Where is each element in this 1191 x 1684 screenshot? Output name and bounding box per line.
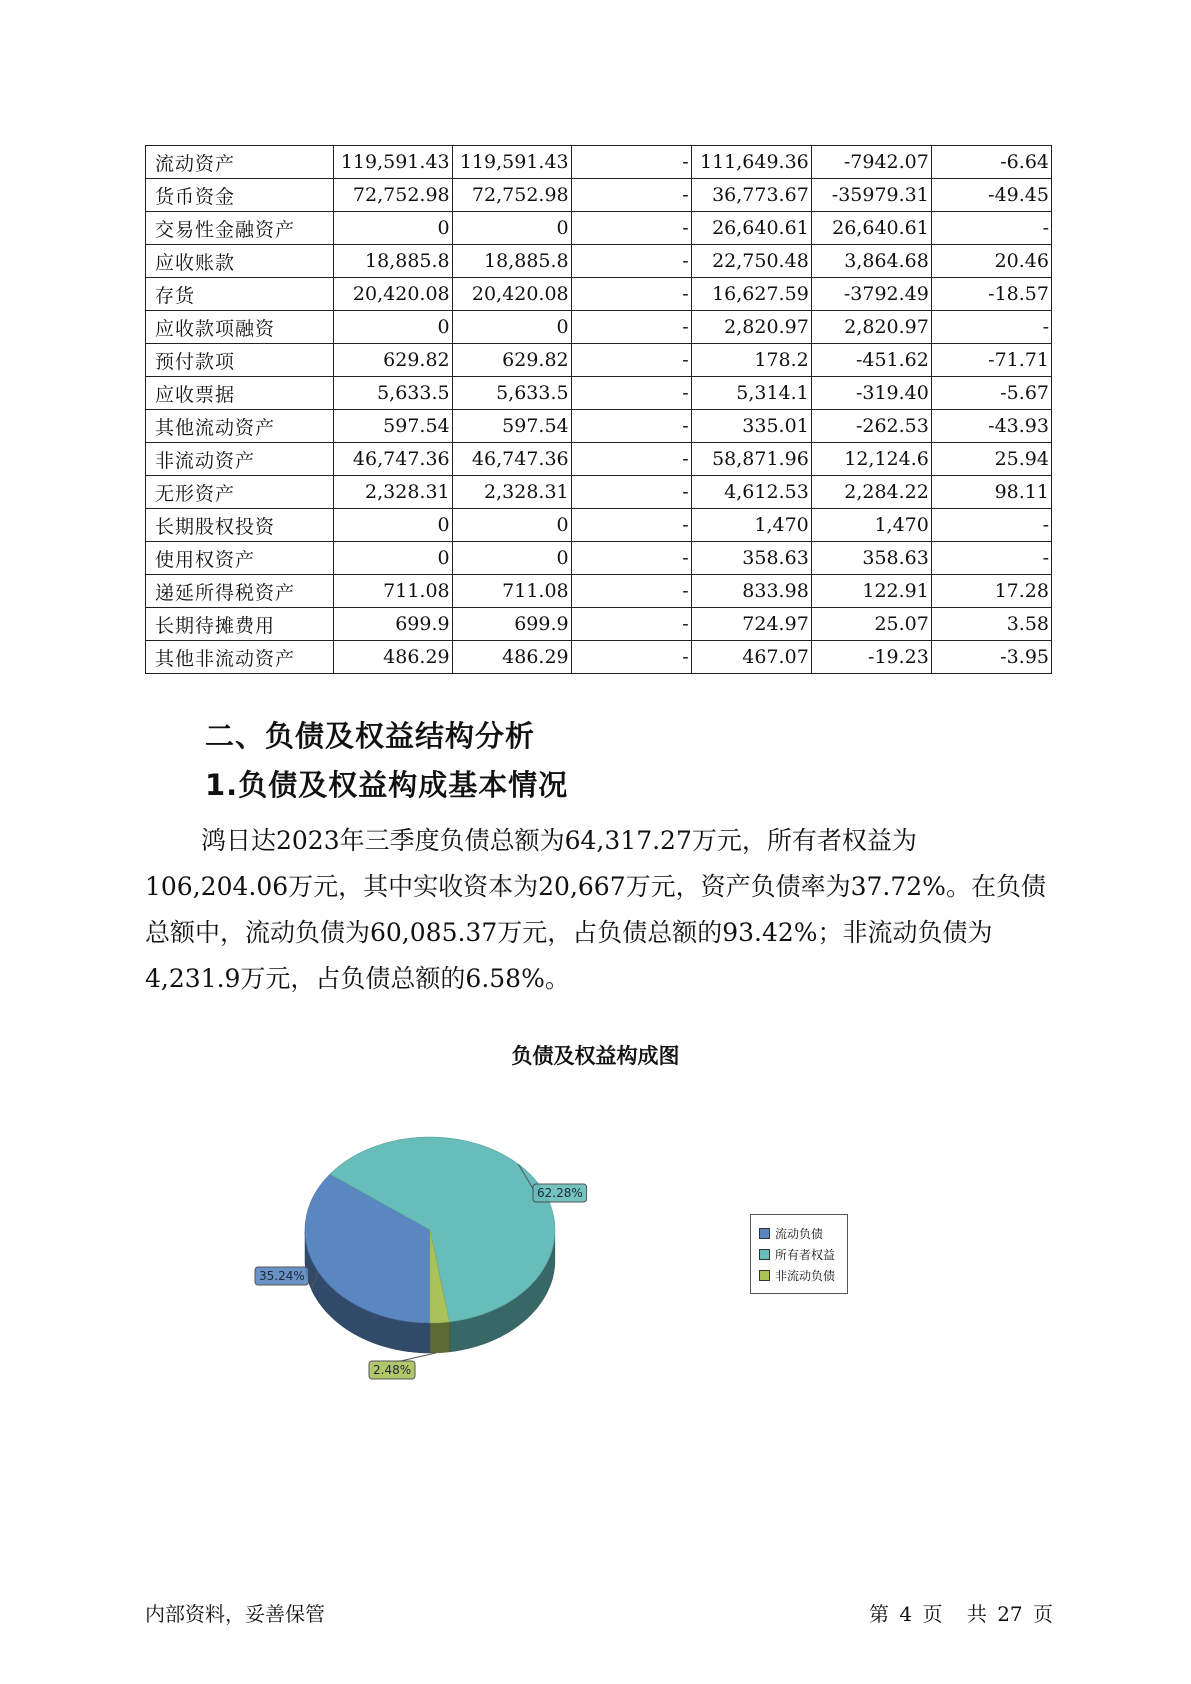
- table-cell: 0: [452, 212, 571, 245]
- table-row: [146, 245, 1052, 278]
- legend-swatch: [759, 1249, 770, 1260]
- table-row: [146, 179, 1052, 212]
- table-cell: 18,885.8: [333, 245, 452, 278]
- table-cell: -: [571, 443, 691, 476]
- table-cell: -: [571, 641, 691, 674]
- table-cell: 2,820.97: [691, 311, 811, 344]
- table-row: [146, 575, 1052, 608]
- table-cell: 178.2: [691, 344, 811, 377]
- table-row: [146, 344, 1052, 377]
- table-cell: 3,864.68: [811, 245, 931, 278]
- row-label: 流动资产: [146, 146, 334, 179]
- table-row: [146, 542, 1052, 575]
- legend-swatch: [759, 1270, 770, 1281]
- table-cell: 0: [333, 509, 452, 542]
- table-cell: 119,591.43: [452, 146, 571, 179]
- page-current: 4: [899, 1602, 913, 1626]
- data-label-2: 2.48%: [373, 1363, 412, 1377]
- table-cell: 72,752.98: [333, 179, 452, 212]
- table-cell: -19.23: [811, 641, 931, 674]
- row-label: 应收款项融资: [146, 311, 334, 344]
- data-label-0: 35.24%: [259, 1269, 305, 1283]
- table-cell: -6.64: [931, 146, 1051, 179]
- table-cell: 12,124.6: [811, 443, 931, 476]
- table-row: [146, 311, 1052, 344]
- row-label: 长期待摊费用: [146, 608, 334, 641]
- table-cell: -: [571, 542, 691, 575]
- table-cell: 5,314.1: [691, 377, 811, 410]
- table-cell: 699.9: [333, 608, 452, 641]
- table-cell: 2,820.97: [811, 311, 931, 344]
- table-cell: 46,747.36: [333, 443, 452, 476]
- row-label: 非流动资产: [146, 443, 334, 476]
- row-label: 应收账款: [146, 245, 334, 278]
- table-cell: -: [571, 278, 691, 311]
- table-cell: -: [931, 542, 1051, 575]
- table-cell: 2,284.22: [811, 476, 931, 509]
- analysis-paragraph: [145, 818, 1053, 1002]
- table-cell: 111,649.36: [691, 146, 811, 179]
- row-label: 交易性金融资产: [146, 212, 334, 245]
- table-cell: 46,747.36: [452, 443, 571, 476]
- table-cell: -35979.31: [811, 179, 931, 212]
- page-suffix: 页: [922, 1602, 943, 1626]
- table-cell: 711.08: [452, 575, 571, 608]
- table-cell: -: [571, 179, 691, 212]
- legend-label: 所有者权益: [775, 1248, 836, 1262]
- table-cell: 2,328.31: [452, 476, 571, 509]
- table-cell: 486.29: [452, 641, 571, 674]
- table-cell: 72,752.98: [452, 179, 571, 212]
- table-cell: -: [571, 377, 691, 410]
- table-cell: 335.01: [691, 410, 811, 443]
- table-cell: 1,470: [691, 509, 811, 542]
- table-cell: 358.63: [691, 542, 811, 575]
- table-cell: 629.82: [333, 344, 452, 377]
- page-prefix: 第: [869, 1602, 890, 1626]
- row-label: 预付款项: [146, 344, 334, 377]
- table-cell: 20,420.08: [333, 278, 452, 311]
- table-row: [146, 509, 1052, 542]
- table-cell: -: [571, 344, 691, 377]
- table-cell: -71.71: [931, 344, 1051, 377]
- legend-item: [759, 1265, 847, 1286]
- pie-chart: [220, 1110, 660, 1380]
- legend-swatch: [759, 1228, 770, 1239]
- table-cell: -: [931, 509, 1051, 542]
- chart-legend: [750, 1214, 848, 1294]
- table-cell: 20.46: [931, 245, 1051, 278]
- table-cell: -262.53: [811, 410, 931, 443]
- table-cell: -: [571, 608, 691, 641]
- table-cell: 486.29: [333, 641, 452, 674]
- row-label: 存货: [146, 278, 334, 311]
- table-cell: -18.57: [931, 278, 1051, 311]
- legend-label: 流动负债: [775, 1227, 824, 1241]
- table-cell: 1,470: [811, 509, 931, 542]
- table-cell: 597.54: [333, 410, 452, 443]
- table-cell: 711.08: [333, 575, 452, 608]
- table-cell: 26,640.61: [691, 212, 811, 245]
- table-cell: 36,773.67: [691, 179, 811, 212]
- table-cell: -: [571, 410, 691, 443]
- section-heading: 二、负债及权益结构分析: [205, 719, 536, 753]
- section-subheading: 1.负债及权益构成基本情况: [205, 768, 569, 802]
- table-cell: 122.91: [811, 575, 931, 608]
- legend-item: [759, 1244, 847, 1265]
- table-row: [146, 608, 1052, 641]
- table-cell: 2,328.31: [333, 476, 452, 509]
- table-row: [146, 377, 1052, 410]
- table-cell: -7942.07: [811, 146, 931, 179]
- table-cell: 18,885.8: [452, 245, 571, 278]
- table-cell: -: [571, 311, 691, 344]
- table-cell: 724.97: [691, 608, 811, 641]
- row-label: 递延所得税资产: [146, 575, 334, 608]
- table-cell: 0: [333, 212, 452, 245]
- asset-table-body: [146, 146, 1052, 674]
- table-cell: 0: [452, 542, 571, 575]
- table-cell: 0: [333, 311, 452, 344]
- table-cell: -49.45: [931, 179, 1051, 212]
- table-cell: 699.9: [452, 608, 571, 641]
- legend-label: 非流动负债: [775, 1269, 836, 1283]
- table-cell: 17.28: [931, 575, 1051, 608]
- table-cell: 0: [452, 311, 571, 344]
- table-cell: -: [571, 509, 691, 542]
- table-row: [146, 443, 1052, 476]
- table-cell: 358.63: [811, 542, 931, 575]
- table-cell: 25.94: [931, 443, 1051, 476]
- table-row: [146, 641, 1052, 674]
- total-suffix: 页: [1033, 1602, 1053, 1626]
- table-cell: -3792.49: [811, 278, 931, 311]
- table-cell: 98.11: [931, 476, 1051, 509]
- row-label: 其他非流动资产: [146, 641, 334, 674]
- table-cell: -5.67: [931, 377, 1051, 410]
- legend-item: [759, 1223, 847, 1244]
- total-pages: 27: [997, 1602, 1023, 1626]
- table-cell: 0: [333, 542, 452, 575]
- pie-side-2: [430, 1322, 449, 1353]
- table-cell: 4,612.53: [691, 476, 811, 509]
- table-row: [146, 212, 1052, 245]
- table-cell: 25.07: [811, 608, 931, 641]
- table-cell: 629.82: [452, 344, 571, 377]
- table-cell: 833.98: [691, 575, 811, 608]
- table-cell: -: [571, 245, 691, 278]
- table-row: [146, 146, 1052, 179]
- row-label: 长期股权投资: [146, 509, 334, 542]
- table-cell: -451.62: [811, 344, 931, 377]
- table-cell: 16,627.59: [691, 278, 811, 311]
- table-cell: 3.58: [931, 608, 1051, 641]
- table-cell: 0: [452, 509, 571, 542]
- table-cell: -: [931, 212, 1051, 245]
- analysis-paragraph-text: 鸿日达2023年三季度负债总额为64,317.27万元，所有者权益为106,204.06万元，其中实收资本为20,667万元，资产负债率为37.72%。在负债总额中，流动负债为60,085.37万元，占负债总额的93.42%；非流动负债为4,231.9万元，占负债总额的6.58%。: [145, 826, 1046, 993]
- table-cell: -: [571, 476, 691, 509]
- chart-title: 负债及权益构成图: [511, 1044, 680, 1068]
- row-label: 货币资金: [146, 179, 334, 212]
- table-cell: 5,633.5: [452, 377, 571, 410]
- footer-note: 内部资料，妥善保管: [145, 1602, 325, 1626]
- table-cell: 5,633.5: [333, 377, 452, 410]
- table-cell: -43.93: [931, 410, 1051, 443]
- table-row: [146, 278, 1052, 311]
- table-cell: -: [571, 146, 691, 179]
- table-cell: -: [931, 311, 1051, 344]
- table-cell: 119,591.43: [333, 146, 452, 179]
- data-label-1: 62.28%: [537, 1186, 583, 1200]
- row-label: 无形资产: [146, 476, 334, 509]
- row-label: 使用权资产: [146, 542, 334, 575]
- table-cell: 597.54: [452, 410, 571, 443]
- row-label: 其他流动资产: [146, 410, 334, 443]
- table-cell: 58,871.96: [691, 443, 811, 476]
- table-cell: 20,420.08: [452, 278, 571, 311]
- table-cell: -3.95: [931, 641, 1051, 674]
- table-cell: 22,750.48: [691, 245, 811, 278]
- table-cell: -: [571, 212, 691, 245]
- table-cell: -319.40: [811, 377, 931, 410]
- asset-table: [145, 145, 1052, 674]
- table-cell: 467.07: [691, 641, 811, 674]
- table-cell: -: [571, 575, 691, 608]
- table-row: [146, 476, 1052, 509]
- row-label: 应收票据: [146, 377, 334, 410]
- table-cell: 26,640.61: [811, 212, 931, 245]
- table-row: [146, 410, 1052, 443]
- page-number: [865, 1598, 1053, 1627]
- total-prefix: 共: [966, 1602, 987, 1626]
